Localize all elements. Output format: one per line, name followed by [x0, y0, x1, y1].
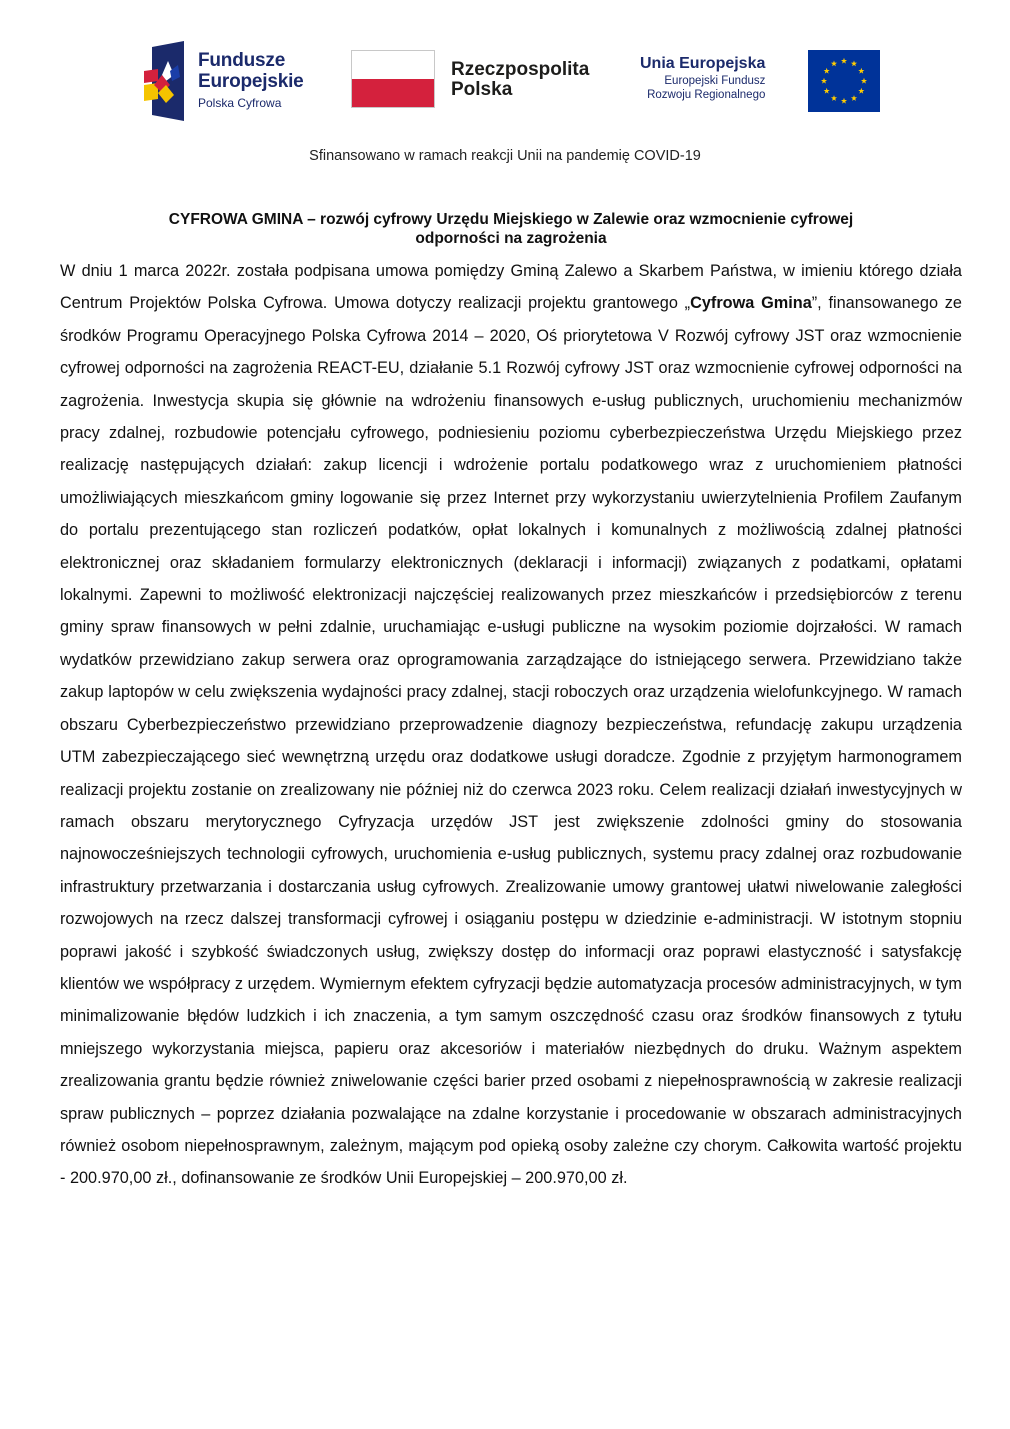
document-body: [60, 255, 962, 1195]
rzeczpospolita-polska-logo: [351, 50, 596, 110]
document-title-line-1: CYFROWA GMINA – rozwój cyfrowy Urzędu Miejskiego w Zalewie oraz wzmocnienie cyfrowej: [168, 211, 854, 229]
fundusze-europejskie-wordmark: [198, 51, 304, 109]
fundusze-europejskie-emblem-icon: [144, 41, 192, 121]
logo-bar: [0, 36, 1010, 122]
document-title: [60, 210, 962, 248]
unia-europejska-logo: [636, 50, 886, 114]
document-title-line-2: odporności na zagrożenia: [415, 230, 607, 248]
fundusze-europejskie-logo: [144, 41, 314, 121]
body-text-intro: W dniu 1 marca 2022r. została podpisana umowa pomiędzy Gminą Zalewo a Skarbem Państwa, w imieniu którego działa Centrum Projektów Polska Cyfrowa. Umowa dotyczy realizacji projektu grantowego „: [60, 262, 962, 313]
logo-polska-cyfrowa-text: Polska Cyfrowa: [198, 96, 282, 110]
logo-polska-text: Polska: [451, 78, 513, 100]
eu-flag-icon: [808, 50, 880, 112]
logo-fundusze-text: Fundusze: [198, 50, 286, 71]
logo-europejskie-text: Europejskie: [198, 71, 304, 92]
logo-europejski-fundusz-text: Europejski Fundusz: [664, 75, 766, 88]
polish-flag-icon: [351, 50, 435, 108]
project-name-emphasis: Cyfrowa Gmina: [690, 294, 812, 313]
logo-rzeczpospolita-text: Rzeczpospolita: [451, 59, 590, 80]
logo-rozwoju-regionalnego-text: Rozwoju Regionalnego: [647, 88, 766, 101]
unia-europejska-wordmark: [640, 54, 765, 103]
body-text-main: ”, finansowanego ze środków Programu Operacyjnego Polska Cyfrowa 2014 – 2020, Oś priorytetowa V Rozwój cyfrowy JST oraz wzmocnienie cyfrowej odporności na zagrożenia REACT-EU, działanie 5.1 Rozwój cyfrowy JST oraz wzmocnienie cyfrowej odporności na zagrożenia. Inwestycja skupia się głównie na wdrożeniu finansowych e-usług publicznych, uruchomieniu mechanizmów pracy zdalnej, rozbudowie potencjału cyfrowego, podniesieniu poziomu cyberbezpieczeństwa Urzędu Miejskiego przez realizację następujących działań: zakup licencji i wdrożenie portalu podatkowego wraz z uruchomieniem płatności umożliwiających mieszkańcom gminy logowanie się przez Internet przy wykorzystaniu uwierzytelnienia Profilem Zaufanym do portalu prezentującego stan rozliczeń podatków, opłat lokalnych i komunalnych z możliwością zdalnej płatności elektronicznej oraz składaniem formularzy elektronicznych (deklaracji i informacji) związanych z podatkami, opłatami lokalnymi. Zapewni to możliwość elektronizacji najczęściej realizowanych przez mieszkańców i przedsiębiorców z terenu gminy spraw finansowych w pełni zdalnie, uruchamiając e-usługi publiczne na wysokim poziomie dojrzałości. W ramach wydatków przewidziano zakup serwera oraz oprogramowania zarządzające do istniejącego serwera. Przewidziano także zakup laptopów w celu zwiększenia wydajności pracy zdalnej, stacji roboczych oraz urządzenia wielofunkcyjnego. W ramach obszaru Cyberbezpieczeństwo przewidziano przeprowadzenie diagnozy bezpieczeństwa, refundację zakupu urządzenia UTM zabezpieczającego sieć wewnętrzną urzędu oraz dodatkowe usługi doradcze. Zgodnie z przyjętym harmonogramem realizacji projektu zostanie on zrealizowany nie później niż do czerwca 2023 roku. Celem realizacji działań inwestycyjnych w ramach obszaru merytorycznego Cyfryzacja urzędów JST jest zwiększenie zdolności gminy do stosowania najnowocześniejszych technologii cyfrowych, uruchomienia e-usług publicznych, systemu pracy zdalnej oraz rozbudowanie infrastruktury przetwarzania i dostarczania usług cyfrowych. Zrealizowanie umowy grantowej ułatwi niwelowanie zaległości rozwojowych na rzecz dalszej transformacji cyfrowej i osiąganiu postępu w dziedzinie e-administracji. W istotnym stopniu poprawi jakość i szybkość świadczonych usług, zwiększy dostęp do informacji oraz poprawi elastyczność i satysfakcję klientów we współpracy z urzędem. Wymiernym efektem cyfryzacji będzie automatyzacja procesów administracyjnych, w tym minimalizowanie błędów ludzkich i ich znaczenia, a tym samym oszczędność czasu oraz środków finansowych z tytułu mniejszego wykorzystania miejsca, papieru oraz akcesoriów i materiałów niezbędnych do druku. Ważnym aspektem zrealizowania grantu będzie również zniwelowanie części barier przed osobami z niepełnosprawnością w zakresie realizacji spraw publicznych – poprzez działania pozwalające na zdalne korzystanie i procedowanie w obszarach administracyjnych również osobom niepełnosprawnym, zależnym, mającym pod opieką osoby zależne czy chorym. Całkowita wartość projektu - 200.970,00 zł., dofinansowanie ze środków Unii Europejskiej – 200.970,00 zł.: [60, 294, 962, 1188]
rzeczpospolita-polska-wordmark: [451, 60, 589, 100]
logo-unia-europejska-text: Unia Europejska: [640, 55, 766, 72]
funding-note: Sfinansowano w ramach reakcji Unii na pandemię COVID-19: [309, 148, 701, 164]
